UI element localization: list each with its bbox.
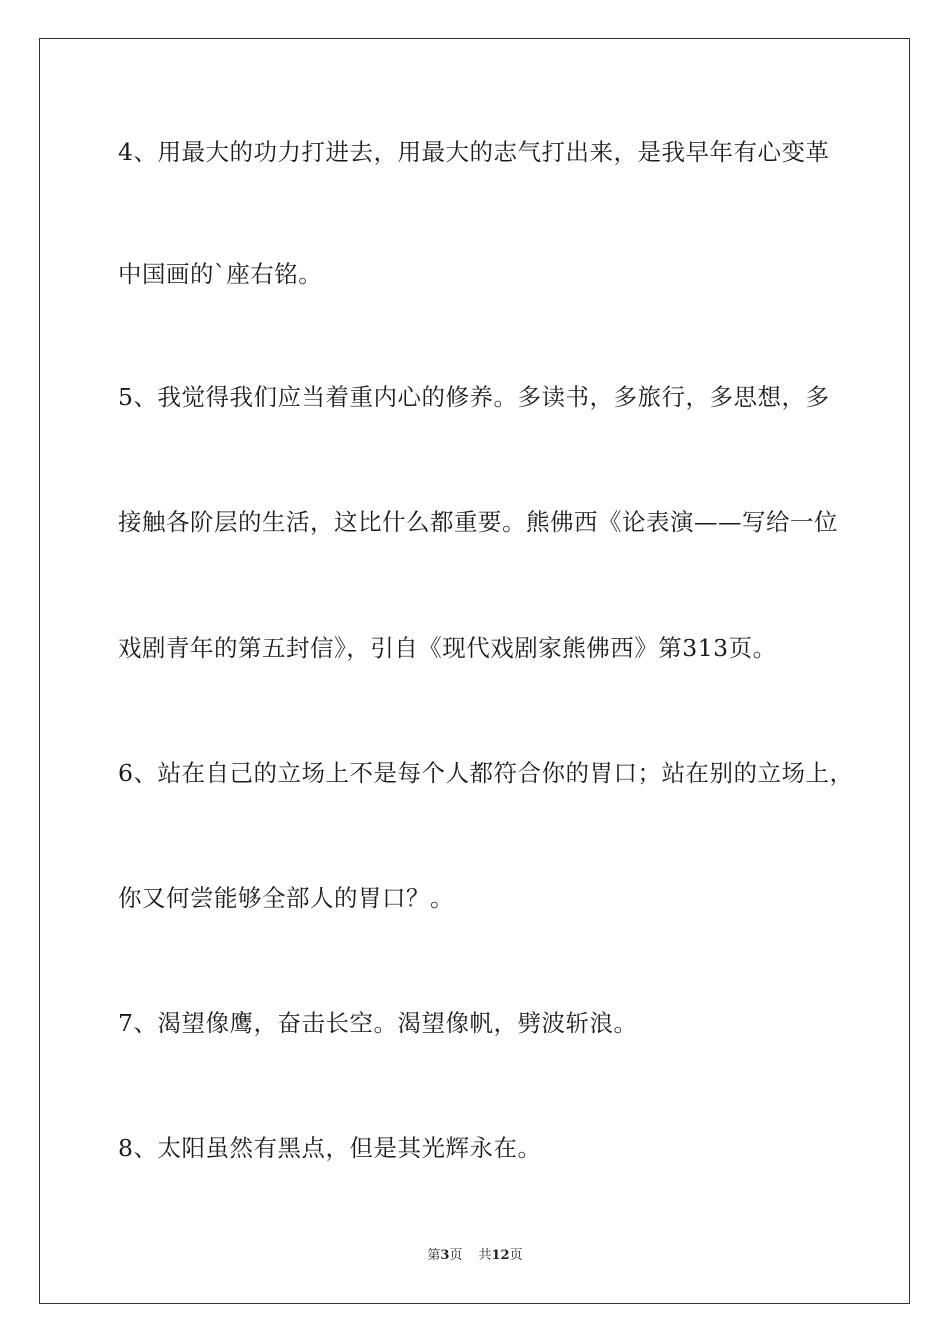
- text-line: 戏剧青年的第五封信》，引自《现代戏剧家熊佛西》第313页。: [118, 634, 777, 662]
- text-line: 4、用最大的功力打进去，用最大的志气打出来，是我早年有心变革: [118, 138, 830, 166]
- text-line: 7、渴望像鹰，奋击长空。渴望像帆，劈波斩浪。: [118, 1009, 638, 1037]
- text-line: 6、站在自己的立场上不是每个人都符合你的胃口；站在别的立场上，: [118, 759, 854, 787]
- text-line: 你又何尝能够全部人的胃口？。: [118, 884, 454, 912]
- footer-page-current: 3: [440, 1248, 450, 1263]
- text-line: 接触各阶层的生活，这比什么都重要。熊佛西《论表演——写给一位: [118, 508, 838, 536]
- page-border: [39, 38, 910, 1304]
- footer-total-unit: 页: [509, 1248, 523, 1263]
- footer-total-prefix: 共: [478, 1248, 492, 1263]
- text-line: 5、我觉得我们应当着重内心的修养。多读书，多旅行，多思想，多: [118, 383, 830, 411]
- footer-page-prefix: 第: [427, 1248, 441, 1263]
- page-footer: [0, 1248, 950, 1264]
- footer-page-unit: 页: [449, 1248, 463, 1263]
- footer-page-total: 12: [491, 1248, 510, 1263]
- text-line: 8、太阳虽然有黑点，但是其光辉永在。: [118, 1134, 542, 1162]
- text-line: 中国画的`座右铭。: [118, 260, 323, 288]
